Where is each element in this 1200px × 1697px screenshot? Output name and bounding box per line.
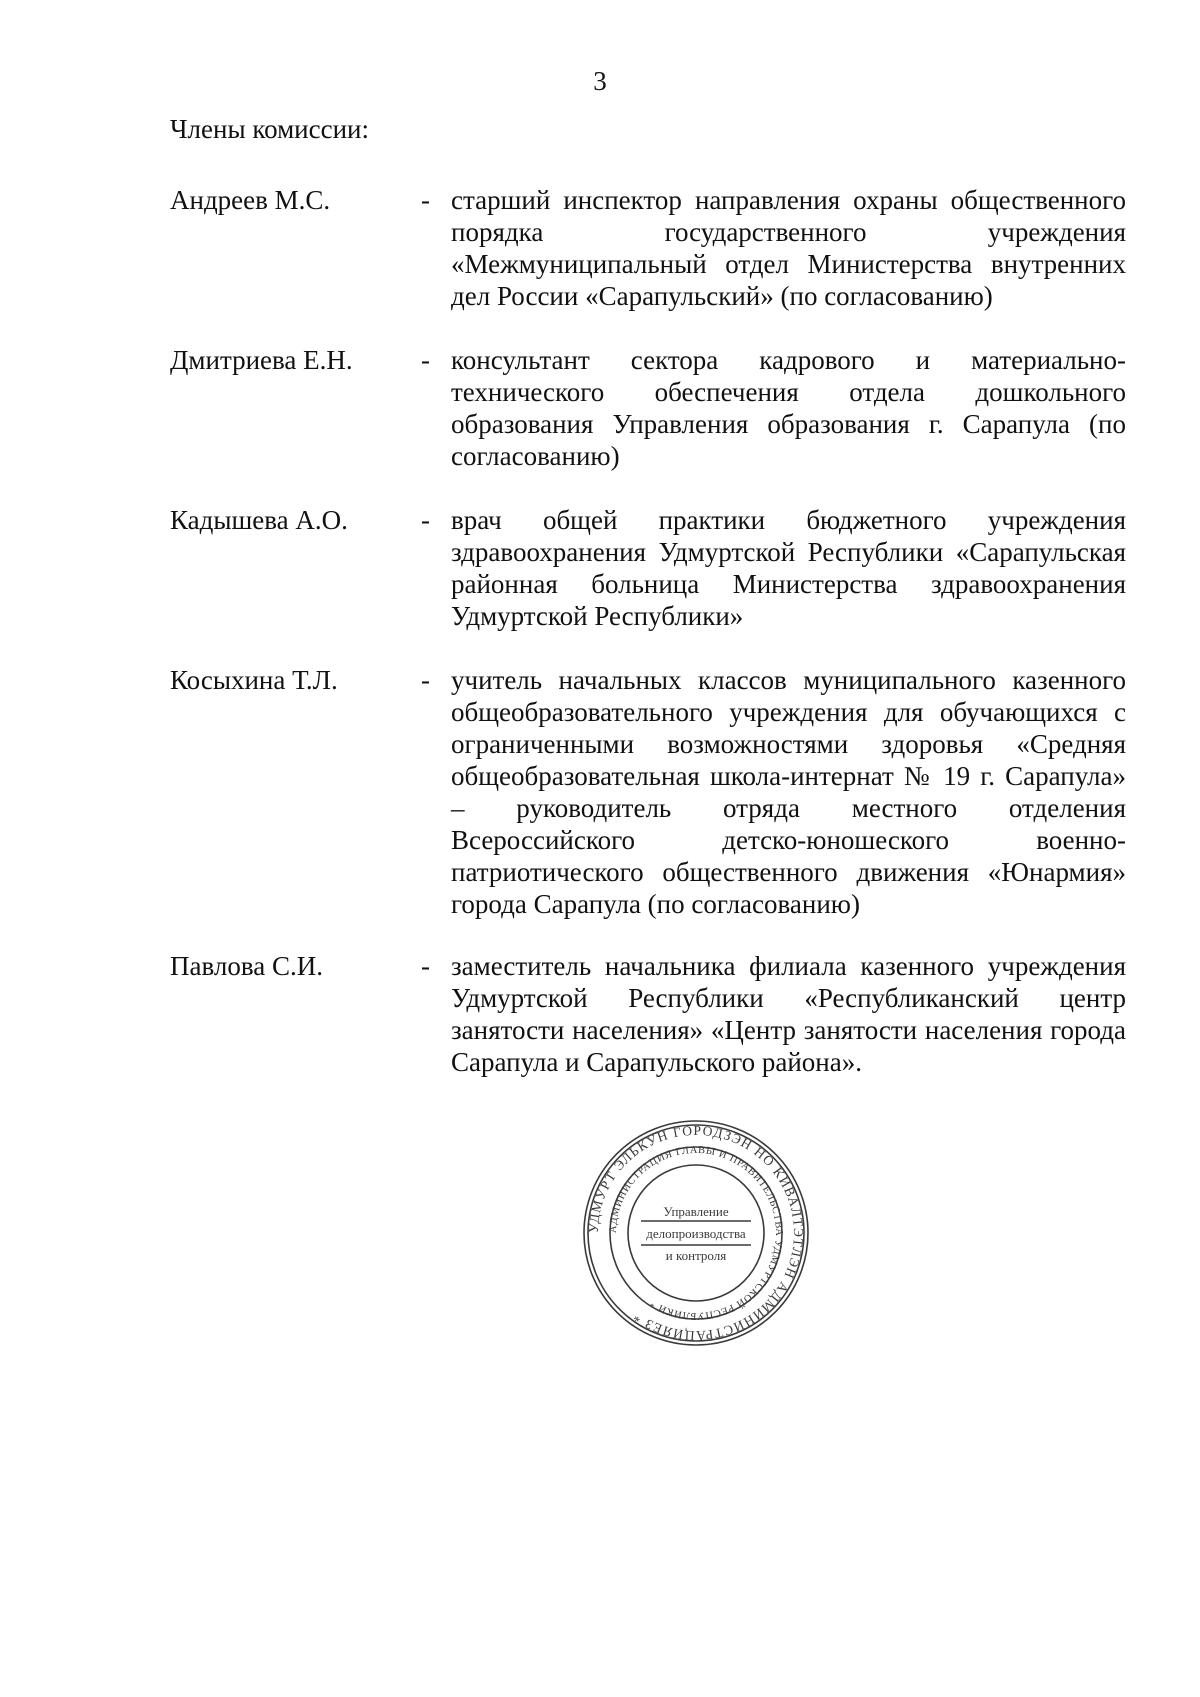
- seal-center-line-1: Управление: [663, 1204, 729, 1219]
- member-dash: -: [421, 951, 430, 981]
- member-name: Косыхина Т.Л.: [170, 665, 338, 695]
- page-number: 3: [593, 66, 607, 96]
- member-description: заместитель начальника филиала казенного учреждения Удмуртской Республики «Республиканский центр занятости населения» «Центр занятости населения города Сарапула и Сарапульского района».: [451, 951, 1126, 1077]
- member-dash: -: [421, 185, 430, 215]
- member-name: Дмитриева Е.Н.: [170, 345, 353, 375]
- seal-center-line-3: и контроля: [665, 1248, 727, 1263]
- member-name: Павлова С.И.: [170, 951, 323, 981]
- member-name: Андреев М.С.: [170, 185, 331, 215]
- member-dash: -: [421, 505, 430, 535]
- seal-middle-text: АДМИНИСТРАЦИЯ ГЛАВЫ И ПРАВИТЕЛЬСТВА УДМУРТСКОЙ РЕСПУБЛИКИ *: [607, 1144, 785, 1322]
- section-heading: Члены комиссии:: [170, 114, 369, 144]
- member-description: консультант сектора кадрового и материально-технического обеспечения отдела дошкольного образования Управления образования г. Сарапула (по согласованию): [451, 345, 1126, 471]
- seal-graphic: [581, 1118, 811, 1348]
- member-description: врач общей практики бюджетного учреждения здравоохранения Удмуртской Республики «Сарапульская районная больница Министерства здравоохранения Удмуртской Республики»: [451, 505, 1126, 631]
- member-dash: -: [421, 345, 430, 375]
- official-seal-stamp: [581, 1118, 811, 1348]
- seal-outer-text: УДМУРТ ЭЛЬКУН ГОРОДЗЭН НО КИВАЛТЭТЛЭН АДМИНИСТРАЦИЯЕЗ *: [585, 1122, 807, 1344]
- member-description: учитель начальных классов муниципального казенного общеобразовательного учреждения для обучающихся с ограниченными возможностями здоровья «Средняя общеобразовательная школа-интернат № 19 г. Сарапула» – руководитель отряда местного отделения Всероссийского детско-юношеского военно-патриотического общественного движения «Юнармия» города Сарапула (по согласованию): [451, 665, 1126, 919]
- member-name: Кадышева А.О.: [170, 505, 348, 535]
- member-dash: -: [421, 665, 430, 695]
- member-description: старший инспектор направления охраны общественного порядка государственного учреждения «Межмуниципальный отдел Министерства внутренних дел России «Сарапульский» (по согласованию): [451, 185, 1126, 311]
- seal-center-line-2: делопроизводства: [646, 1226, 746, 1241]
